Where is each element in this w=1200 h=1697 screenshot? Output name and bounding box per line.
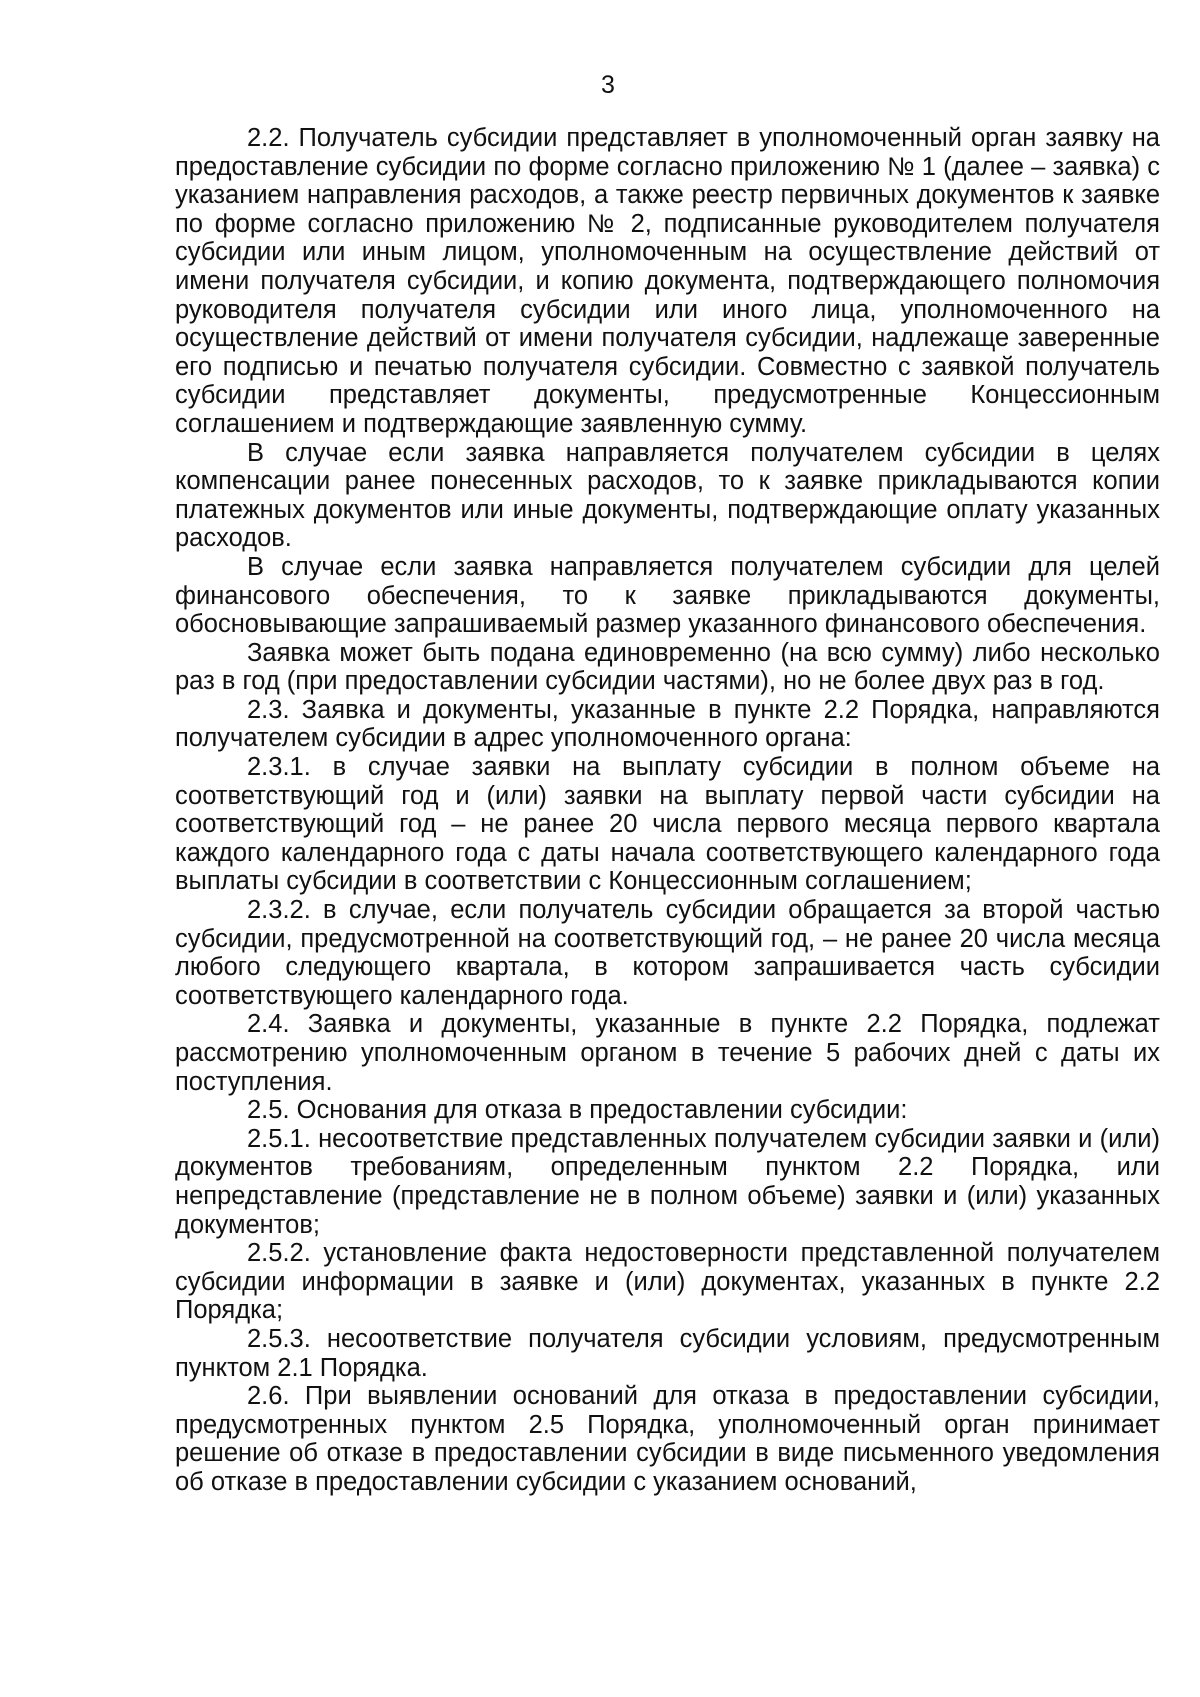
- paragraph-2-2: 2.2. Получатель субсидии представляет в уполномоченный орган заявку на предоставление субсидии по форме согласно приложению № 1 (далее – заявка) с указанием направления расходов, а также реестр первичных документов к заявке по форме согласно приложению № 2, подписанные руководителем получателя субсидии или иным лицом, уполномоченным на осуществление действий от имени получателя субсидии, и копию документа, подтверждающего полномочия руководителя получателя субсидии или иного лица, уполномоченного на осуществление действий от имени получателя субсидии, надлежаще заверенные его подписью и печатью получателя субсидии. Совместно с заявкой получатель субсидии представляет документы, предусмотренные Концессионным соглашением и подтверждающие заявленную сумму.: [175, 124, 1160, 438]
- page-number: 3: [601, 71, 615, 99]
- paragraph-2-5-1: 2.5.1. несоответствие представленных получателем субсидии заявки и (или) документов требованиям, определенным пунктом 2.2 Порядка, или непредставление (представление не в полном объеме) заявки и (или) указанных документов;: [175, 1124, 1160, 1239]
- paragraph-financial-support: В случае если заявка направляется получателем субсидии для целей финансового обеспечения, то к заявке прикладываются документы, обосновывающие запрашиваемый размер указанного финансового обеспечения.: [175, 552, 1160, 639]
- paragraph-2-3-2: 2.3.2. в случае, если получатель субсидии обращается за второй частью субсидии, предусмотренной на соответствующий год, – не ранее 20 числа месяца любого следующего квартала, в котором запрашивается часть субсидии соответствующего календарного года.: [175, 896, 1160, 1010]
- paragraph-compensation: В случае если заявка направляется получателем субсидии в целях компенсации ранее понесенных расходов, то к заявке прикладываются копии платежных документов или иные документы, подтверждающие оплату указанных расходов.: [175, 438, 1160, 553]
- document-body: [175, 124, 1160, 1497]
- paragraph-2-4: 2.4. Заявка и документы, указанные в пункте 2.2 Порядка, подлежат рассмотрению уполномоченным органом в течение 5 рабочих дней с даты их поступления.: [175, 1010, 1160, 1096]
- paragraph-submission-frequency: Заявка может быть подана единовременно (на всю сумму) либо несколько раз в год (при предоставлении субсидии частями), но не более двух раз в год.: [175, 638, 1160, 696]
- paragraph-2-5: 2.5. Основания для отказа в предоставлении субсидии:: [247, 1096, 908, 1125]
- paragraph-2-6: 2.6. При выявлении оснований для отказа в предоставлении субсидии, предусмотренных пунктом 2.5 Порядка, уполномоченный орган принимает решение об отказе в предоставлении субсидии в виде письменного уведомления об отказе в предоставлении субсидии с указанием оснований,: [175, 1382, 1160, 1496]
- paragraph-2-5-3: 2.5.3. несоответствие получателя субсидии условиям, предусмотренным пунктом 2.1 Порядка.: [175, 1324, 1160, 1382]
- paragraph-2-3: 2.3. Заявка и документы, указанные в пункте 2.2 Порядка, направляются получателем субсидии в адрес уполномоченного органа:: [175, 695, 1160, 753]
- paragraph-2-3-1: 2.3.1. в случае заявки на выплату субсидии в полном объеме на соответствующий год и (или) заявки на выплату первой части субсидии на соответствующий год – не ранее 20 числа первого месяца первого квартала каждого календарного года с даты начала соответствующего календарного года выплаты субсидии в соответствии с Концессионным соглашением;: [175, 753, 1160, 896]
- paragraph-2-5-2: 2.5.2. установление факта недостоверности представленной получателем субсидии информации в заявке и (или) документах, указанных в пункте 2.2 Порядка;: [175, 1239, 1160, 1325]
